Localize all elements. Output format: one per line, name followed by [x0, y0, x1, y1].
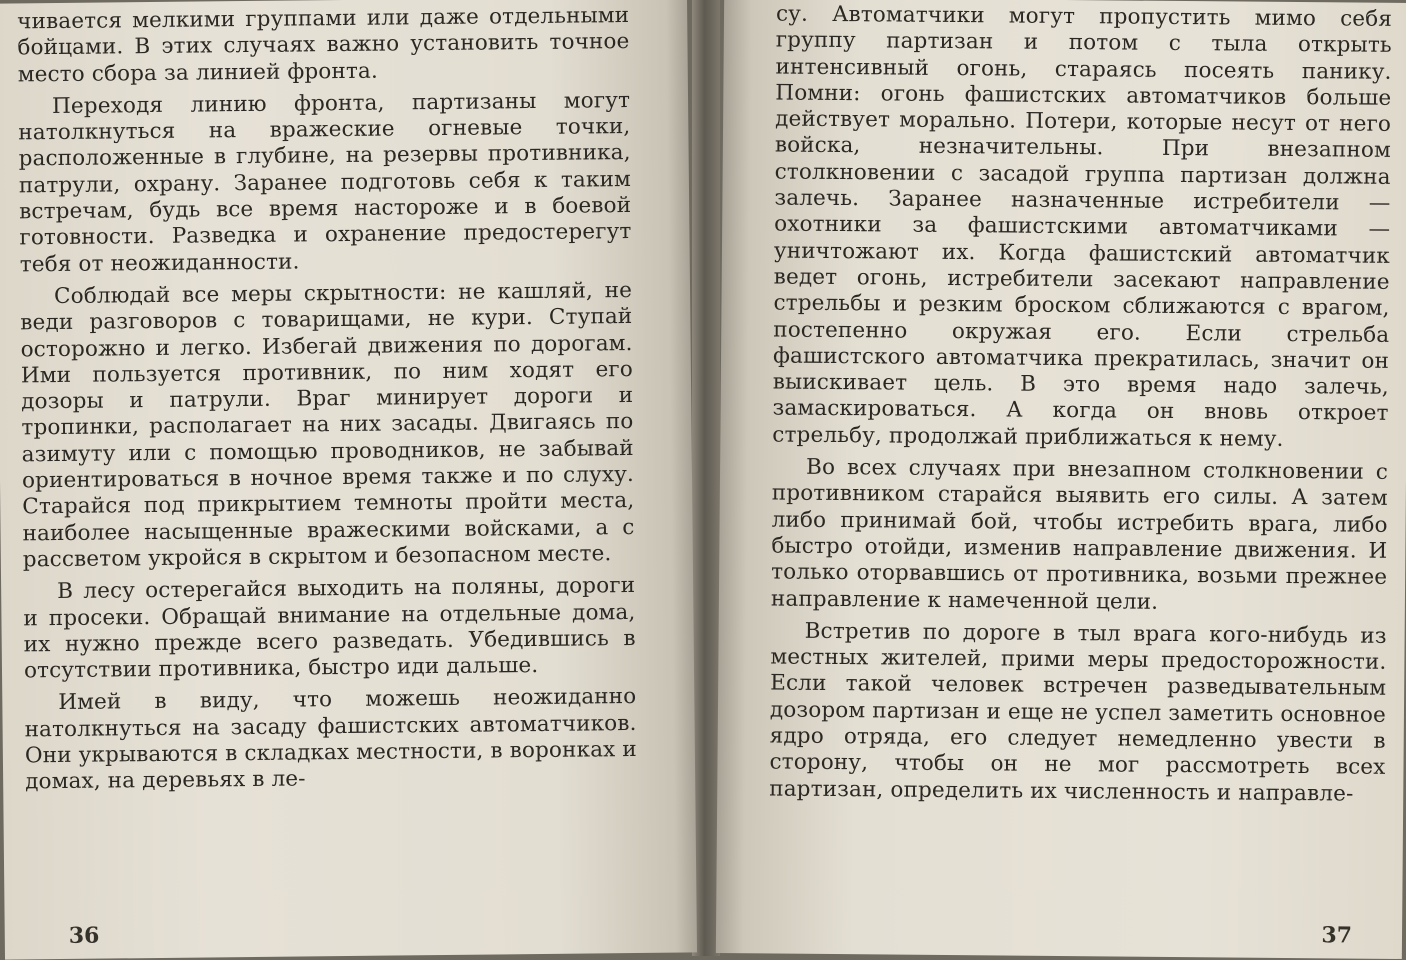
right-paragraph-3: Встретив по дороге в тыл врага кого-нибудь из местных жителей, прими меры предосторожности. Если такой человек встречен разведывательным дозором партизан и еще не успел заметить основное ядро отряда, его следует немедленно увести в сторону, чтобы он не мог рассмотреть всех партизан, определить их численность и направле-	[769, 618, 1387, 807]
left-paragraph-2: Переходя линию фронта, партизаны могут натолкнуться на вражеские огневые точки, расположенные в глубине, на резервы противника, патрули, охрану. Заранее подготовь себя к таким встречам, будь все время настороже и в боевой готовности. Разведка и охранение предостерегут тебя от неожиданности.	[18, 87, 632, 278]
left-paragraph-5: Имей в виду, что можешь неожиданно натолкнуться на засаду фашистских автоматчиков. Они укрываются в складках местности, в воронках и домах, на деревьях в ле-	[24, 684, 637, 795]
right-paragraph-2: Во всех случаях при внезапном столкновении с противником старайся выявить его силы. А затем либо принимай бой, чтобы истребить врага, либо быстро отойди, изменив направление движения. И только оторвавшись от противника, возьми прежнее направление к намеченной цели.	[770, 454, 1389, 615]
left-paragraph-4: В лесу остерегайся выходить на поляны, дороги и просеки. Обращай внимание на отдельные дома, их нужно прежде всего разведать. Убедившись в отсутствии противника, быстро иди дальше.	[23, 573, 636, 684]
left-paragraph-3: Соблюдай все меры скрытности: не кашляй, не веди разговоров с товарищами, не кури. Ступай осторожно и легко. Избегай движения по дорогам. Ими пользуется противник, по ним ходят его дозоры и патрули. Враг минирует дороги и тропинки, располагает на них засады. Двигаясь по азимуту или с помощью проводников, не забывай ориентироваться в ночное время также и по слуху. Старайся под прикрытием темноты пройти места, наиболее насыщенные вражескими войсками, а с рассветом укройся в скрытом и безопасном месте.	[20, 277, 635, 573]
left-page-number: 36	[68, 922, 100, 949]
book-gutter	[692, 0, 720, 956]
right-paragraph-1: су. Автоматчики могут пропустить мимо себя группу партизан и потом с тыла открыть интенсивный огонь, стараясь посеять панику. Помни: огонь фашистских автоматчиков больше действует морально. Потери, которые несут от него войска, незначительны. При внезапном столкновении с засадой группа партизан должна залечь. Заранее назначенные истребители — охотники за фашистскими автоматчиками — уничтожают их. Когда фашистский автоматчик ведет огонь, истребители засекают направление стрельбы и резким броском сближаются с врагом, постепенно окружая его. Если стрельба фашистского автоматчика прекратилась, значит он выискивает цель. В это время надо залечь, замаскироваться. А когда он вновь откроет стрельбу, продолжай приближаться к нему.	[772, 1, 1393, 452]
right-page	[716, 0, 1406, 959]
left-paragraph-1: чивается мелкими группами или даже отдельными бойцами. В этих случаях важно установить точное место сбора за линией фронта.	[17, 3, 630, 88]
right-page-number: 37	[1321, 922, 1353, 949]
left-page	[0, 0, 697, 960]
